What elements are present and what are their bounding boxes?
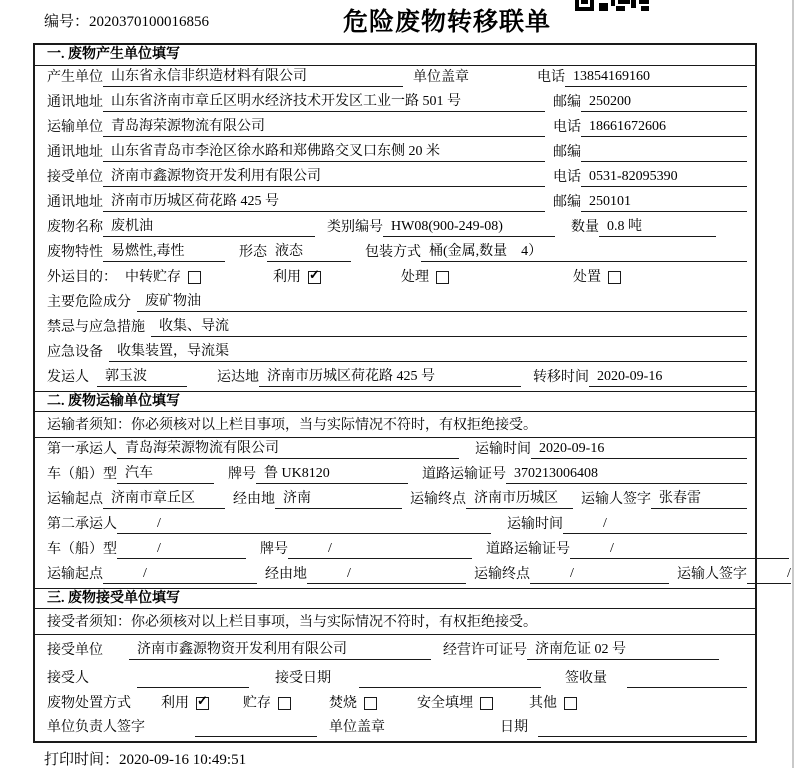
road-permit2-label: 道路运输证号 <box>486 542 570 557</box>
unit-seal2-label: 单位盖章 <box>329 720 385 735</box>
accept-date-value <box>359 686 541 688</box>
row-vehicle2 <box>35 538 755 563</box>
receiver-value: 济南市鑫源物资开发利用有限公司 <box>103 165 545 187</box>
carrier-sign1-value: 张春雷 <box>651 487 747 509</box>
print-time-value: 2020-09-16 10:49:51 <box>119 752 247 768</box>
emergency-label: 禁忌与应急措施 <box>47 320 145 335</box>
carrier-sign1-label: 运输人签字 <box>581 492 651 507</box>
checkbox-transfer-storage <box>188 271 201 284</box>
doc-number-label: 编号： <box>44 14 90 30</box>
row-shipper <box>35 366 755 391</box>
producer-tel-label: 电话 <box>537 70 565 85</box>
row-waste-character <box>35 241 755 266</box>
origin2-label: 运输起点 <box>47 567 103 582</box>
shipper-value: 郭玉波 <box>97 365 187 387</box>
checkbox-landfill <box>480 697 493 710</box>
emergency-value: 收集、导流 <box>151 315 747 337</box>
hazard-label: 主要危险成分 <box>47 295 131 310</box>
road-permit1-label: 道路运输证号 <box>422 467 506 482</box>
producer-addr-value: 山东省济南市章丘区明水经济技术开发区工业一路 501 号 <box>103 90 545 112</box>
row-purpose <box>35 266 755 291</box>
waste-name-label: 废物名称 <box>47 220 103 235</box>
print-time-label: 打印时间： <box>44 752 120 768</box>
row-transporter-notice <box>35 412 755 438</box>
via2-value: / <box>307 566 466 584</box>
producer-label: 产生单位 <box>47 70 103 85</box>
row-vehicle1 <box>35 463 755 488</box>
shipper-label: 发运人 <box>47 370 89 385</box>
row-receiver-notice <box>35 609 755 635</box>
checkbox-other <box>564 697 577 710</box>
disposal-incinerate-label: 焚烧 <box>329 696 357 711</box>
row-accept-unit <box>35 635 755 664</box>
carrier2-label: 第二承运人 <box>47 517 117 532</box>
sign-date-label: 日期 <box>500 720 528 735</box>
checkbox-store <box>278 697 291 710</box>
waste-name-value: 废机油 <box>103 215 315 237</box>
producer-zip-label: 邮编 <box>553 95 581 110</box>
character-value: 易燃性,毒性 <box>103 240 225 262</box>
page-title: 危险废物转移联单 <box>342 9 552 36</box>
producer-value: 山东省永信非织造材料有限公司 <box>103 65 403 87</box>
head-sign-value <box>195 735 317 737</box>
section1-header: 一. 废物产生单位填写 <box>35 45 755 66</box>
plate1-value: 鲁 UK8120 <box>256 462 408 484</box>
checkbox-treat <box>436 271 449 284</box>
checkbox-incinerate <box>364 697 377 710</box>
receiver-addr-label: 通讯地址 <box>47 195 103 210</box>
transporter-value: 青岛海荣源物流有限公司 <box>103 115 545 137</box>
transporter-tel-label: 电话 <box>553 120 581 135</box>
terminal2-label: 运输终点 <box>474 567 530 582</box>
doc-number-value: 2020370100016856 <box>89 14 210 30</box>
producer-addr-label: 通讯地址 <box>47 95 103 110</box>
category-label: 类别编号 <box>327 220 383 235</box>
packing-value: 桶(金属,数量 4） <box>421 240 747 262</box>
vehicle2-label: 车（船）型 <box>47 542 117 557</box>
via1-value: 济南 <box>275 487 402 509</box>
receiver-label: 接受单位 <box>47 170 103 185</box>
recipient-label: 接受人 <box>47 671 89 686</box>
carrier1-value: 青岛海荣源物流有限公司 <box>117 437 459 459</box>
row-hazard <box>35 291 755 316</box>
disposal-method-label: 废物处置方式 <box>47 696 131 711</box>
terminal2-value: / <box>530 566 669 584</box>
row-producer-address <box>35 91 755 116</box>
signed-amount-value <box>627 686 747 688</box>
road-permit2-value: / <box>570 541 789 559</box>
row-carrier2 <box>35 513 755 538</box>
recipient-value <box>137 686 249 688</box>
purpose-treat-label: 处理 <box>401 270 429 285</box>
transport-time2-value: / <box>563 516 747 534</box>
row-transporter <box>35 116 755 141</box>
transport-time1-value: 2020-09-16 <box>531 441 747 459</box>
via2-label: 经由地 <box>265 567 307 582</box>
receiver-notice-text: 接受者须知：你必须核对以上栏目事项，当与实际情况不符时，有权拒绝接受。 <box>47 614 537 630</box>
destination-value: 济南市历城区荷花路 425 号 <box>259 365 521 387</box>
print-time <box>44 748 246 768</box>
checkbox-dispose <box>608 271 621 284</box>
row-disposal-method <box>35 692 755 717</box>
row-carrier1 <box>35 438 755 463</box>
receiver-tel-label: 电话 <box>553 170 581 185</box>
row-head-signature <box>35 717 755 741</box>
sign-date-value <box>538 735 747 737</box>
carrier-sign2-value: / <box>747 566 791 584</box>
destination-label: 运达地 <box>217 370 259 385</box>
receiver-tel-value: 0531-82095390 <box>581 169 747 187</box>
purpose-utilize-label: 利用 <box>273 270 301 285</box>
transporter-label: 运输单位 <box>47 120 103 135</box>
form-value: 液态 <box>267 240 351 262</box>
carrier1-label: 第一承运人 <box>47 442 117 457</box>
row-receiver-address <box>35 191 755 216</box>
signed-amount-label: 签收量 <box>565 671 607 686</box>
accept-unit-label: 接受单位 <box>47 643 103 658</box>
packing-label: 包装方式 <box>365 245 421 260</box>
head-sign-label: 单位负责人签字 <box>47 720 145 735</box>
row-waste-name <box>35 216 755 241</box>
category-value: HW08(900-249-08) <box>383 219 555 237</box>
equipment-label: 应急设备 <box>47 345 103 360</box>
origin1-value: 济南市章丘区 <box>103 487 225 509</box>
quantity-value: 0.8 吨 <box>599 215 716 237</box>
accept-unit-value: 济南市鑫源物资开发利用有限公司 <box>129 638 431 660</box>
character-label: 废物特性 <box>47 245 103 260</box>
disposal-landfill-label: 安全填埋 <box>417 696 473 711</box>
purpose-transfer-storage-label: 中转贮存 <box>125 270 181 285</box>
plate2-label: 牌号 <box>260 542 288 557</box>
receiver-zip-label: 邮编 <box>553 195 581 210</box>
row-equipment <box>35 341 755 366</box>
transfer-time-label: 转移时间 <box>533 370 589 385</box>
transporter-tel-value: 18661672606 <box>581 119 747 137</box>
row-route1 <box>35 488 755 513</box>
transporter-notice-text: 运输者须知：你必须核对以上栏目事项，当与实际情况不符时，有权拒绝接受。 <box>47 417 537 433</box>
operating-permit-label: 经营许可证号 <box>443 643 527 658</box>
equipment-value: 收集装置，导流渠 <box>109 340 747 362</box>
doc-number <box>44 10 209 31</box>
hazard-value: 废矿物油 <box>137 290 747 312</box>
purpose-dispose-label: 处置 <box>573 270 601 285</box>
transporter-addr-label: 通讯地址 <box>47 145 103 160</box>
receiver-addr-value: 济南市历城区荷花路 425 号 <box>103 190 545 212</box>
transporter-zip-label: 邮编 <box>553 145 581 160</box>
row-transporter-address <box>35 141 755 166</box>
checkbox-utilize <box>308 271 321 284</box>
carrier-sign2-label: 运输人签字 <box>677 567 747 582</box>
transporter-addr-value: 山东省青岛市李沧区徐水路和郑佛路交叉口东侧 20 米 <box>103 140 545 162</box>
terminal1-label: 运输终点 <box>410 492 466 507</box>
vehicle2-value: / <box>117 541 246 559</box>
road-permit1-value: 370213006408 <box>506 466 747 484</box>
disposal-other-label: 其他 <box>529 696 557 711</box>
origin2-value: / <box>103 566 257 584</box>
row-route2 <box>35 563 791 588</box>
section2-header: 二. 废物运输单位填写 <box>35 391 755 412</box>
vehicle1-label: 车（船）型 <box>47 467 117 482</box>
carrier2-value: / <box>117 516 491 534</box>
form-label: 形态 <box>239 245 267 260</box>
disposal-store-label: 贮存 <box>243 696 271 711</box>
operating-permit-value: 济南危证 02 号 <box>527 638 719 660</box>
row-emergency <box>35 316 755 341</box>
accept-date-label: 接受日期 <box>275 671 331 686</box>
transporter-zip-value <box>581 160 747 162</box>
producer-tel-value: 13854169160 <box>565 69 747 87</box>
producer-zip-value: 250200 <box>581 94 747 112</box>
transfer-time-value: 2020-09-16 <box>589 369 747 387</box>
section3-header: 三. 废物接受单位填写 <box>35 588 755 609</box>
via1-label: 经由地 <box>233 492 275 507</box>
row-producer <box>35 66 755 91</box>
quantity-label: 数量 <box>571 220 599 235</box>
disposal-utilize-label: 利用 <box>161 696 189 711</box>
transport-time2-label: 运输时间 <box>507 517 563 532</box>
form-table <box>33 43 791 743</box>
transport-time1-label: 运输时间 <box>475 442 531 457</box>
terminal1-value: 济南市历城区 <box>466 487 573 509</box>
plate2-value: / <box>288 541 472 559</box>
checkbox-utilize-2 <box>196 697 209 710</box>
qr-code-icon <box>575 0 655 12</box>
plate1-label: 牌号 <box>228 467 256 482</box>
row-recipient <box>35 664 755 692</box>
row-receiver <box>35 166 755 191</box>
unit-seal-label: 单位盖章 <box>413 70 469 85</box>
purpose-label: 外运目的： <box>47 270 117 285</box>
page-edge-line <box>792 0 794 768</box>
vehicle1-value: 汽车 <box>117 462 214 484</box>
origin1-label: 运输起点 <box>47 492 103 507</box>
receiver-zip-value: 250101 <box>581 194 747 212</box>
